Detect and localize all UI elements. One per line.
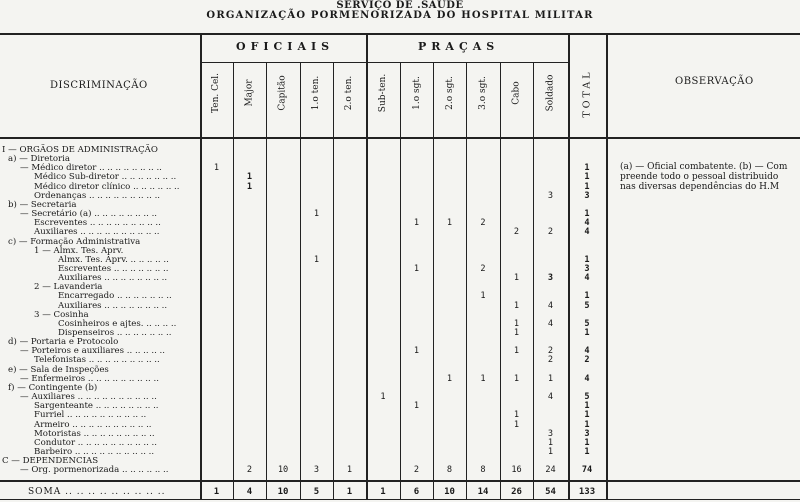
row-label: Almx. Tes. Aprv. .. .. .. .. ..: [58, 254, 169, 265]
table-row: [0, 411, 606, 420]
table-row: [0, 466, 606, 475]
row-label: Telefonistas .. .. .. .. .. .. .. .. ..: [34, 355, 160, 366]
row-label: Médico Sub-diretor .. .. .. .. .. .. ..: [34, 172, 177, 183]
row-label: c) — Formação Administrativa: [8, 236, 141, 247]
cell-value: 2: [413, 465, 420, 476]
rank-header-label: Capitão: [278, 75, 289, 111]
cell-value: 1: [547, 437, 554, 448]
row-label: a) — Diretoria: [8, 154, 70, 165]
rank-header-label: Soldado: [545, 74, 556, 112]
cell-value: 2: [246, 465, 253, 476]
cell-value: 4: [584, 346, 590, 357]
row-label: Auxiliares .. .. .. .. .. .. .. .. .. ..: [34, 227, 160, 238]
row-label: Motoristas .. .. .. .. .. .. .. .. ..: [34, 428, 155, 439]
cell-value: 2: [547, 355, 554, 366]
cell-value: 1: [313, 209, 320, 220]
cell-value: 4: [547, 318, 554, 329]
cell-value: 4: [584, 373, 590, 384]
row-label: — Auxiliares .. .. .. .. .. .. .. .. .. ..: [20, 392, 157, 403]
rank-header-9: [502, 58, 532, 128]
row-label: Dispenseiros .. .. .. .. .. .. ..: [58, 328, 172, 338]
document-title: ORGANIZAÇÃO PORMENORIZADA DO HOSPITAL MILITAR: [206, 10, 594, 21]
major-column-rule-3: [606, 33, 608, 500]
cell-value: 4: [547, 300, 554, 311]
cell-value: 3: [547, 190, 554, 201]
cell-value: 4: [547, 392, 554, 403]
rank-header-label: 1.o ten.: [311, 75, 322, 111]
cell-value: 2: [513, 227, 520, 238]
cell-value: 1: [584, 163, 590, 174]
cell-value: 1: [584, 446, 590, 457]
cell-value: 1: [513, 300, 520, 311]
cell-value: 1: [346, 465, 353, 476]
cell-value: 2: [584, 355, 590, 366]
observacao-header: OBSERVAÇÃO: [675, 76, 754, 87]
cell-value: 1: [513, 419, 520, 430]
cell-value: 16: [511, 465, 522, 476]
cell-value: 1: [513, 410, 520, 421]
cell-value: 1: [547, 373, 554, 384]
cell-value: 1: [480, 373, 486, 384]
cell-value: 1: [413, 346, 420, 357]
row-label: Armeiro .. .. .. .. .. .. .. .. .. ..: [34, 419, 152, 430]
row-label: Encarregado .. .. .. .. .. .. ..: [58, 291, 172, 302]
row-label: Escreventes .. .. .. .. .. .. ..: [58, 263, 169, 274]
soma-value: 1: [346, 487, 353, 497]
row-label: Furriel .. .. .. .. .. .. .. .. .. ..: [34, 410, 147, 421]
rank-header-10: [536, 58, 566, 128]
cell-value: 1: [584, 209, 590, 220]
row-label: — Porteiros e auxiliares .. .. .. .. ..: [20, 346, 166, 357]
cell-value: 3: [313, 465, 320, 476]
rank-header-label: 1.o sgt.: [411, 76, 422, 110]
cell-value: 2: [480, 218, 486, 229]
cell-value: 74: [581, 465, 593, 476]
cell-value: 4: [584, 273, 590, 284]
cell-value: 1: [584, 172, 590, 183]
rank-header-8: [468, 58, 498, 128]
row-label: I — ORGÃOS DE ADMINISTRAÇÃO: [2, 145, 158, 155]
soma-label: SOMA .. .. .. .. .. .. .. .. ..: [28, 487, 166, 497]
soma-value: 6: [413, 487, 420, 497]
soma-value: 1: [380, 487, 386, 497]
rank-header-3: [302, 58, 332, 128]
cell-value: 2: [547, 346, 554, 357]
rank-header-label: Sub-ten.: [378, 73, 388, 113]
cell-value: 1: [380, 392, 386, 403]
cell-value: 3: [584, 428, 590, 439]
rank-header-label: Ten. Cel.: [211, 72, 222, 114]
cell-value: 1: [584, 419, 590, 430]
row-label: 3 — Cosinha: [34, 309, 89, 320]
cell-value: 1: [584, 254, 590, 265]
oficiais-group-header: OFICIAIS: [236, 40, 335, 53]
soma-value: 26: [511, 487, 522, 497]
cell-value: 1: [584, 181, 590, 192]
cell-value: 1: [584, 401, 590, 412]
discriminacao-header: DISCRIMINAÇÃO: [50, 80, 148, 91]
row-label: f) — Contingente (b): [8, 382, 98, 393]
cell-value: 1: [446, 218, 453, 229]
row-label: Auxiliares .. .. .. .. .. .. .. ..: [58, 273, 168, 284]
soma-value: 14: [477, 487, 489, 497]
row-label: 1 — Almx. Tes. Aprv.: [34, 245, 124, 256]
cell-value: 1: [413, 401, 420, 412]
rank-header-label: Major: [244, 79, 255, 107]
cell-value: 1: [480, 291, 486, 302]
table-row: [0, 302, 606, 311]
cell-value: 4: [584, 218, 590, 229]
row-label: C — DEPENDENCIAS: [2, 456, 99, 467]
row-label: — Médico diretor .. .. .. .. .. .. .. ..: [20, 163, 162, 174]
table-row: [0, 146, 606, 155]
rank-header-label: TOTAL: [581, 68, 593, 118]
cell-value: 3: [547, 273, 554, 284]
cell-value: 1: [584, 437, 590, 448]
row-label: Ordenanças .. .. .. .. .. .. .. .. ..: [34, 190, 161, 201]
cell-value: 1: [246, 181, 253, 192]
rank-header-2: [268, 58, 298, 128]
rank-header-label: Cabo: [511, 81, 522, 105]
top-rule: [0, 33, 800, 35]
rank-header-label: 3.o sgt.: [478, 76, 489, 110]
row-label: e) — Sala de Inspeções: [8, 364, 109, 375]
cell-value: 5: [584, 300, 590, 311]
soma-value: 1: [213, 487, 220, 497]
cell-value: 1: [584, 291, 590, 302]
cell-value: 1: [547, 446, 554, 457]
cell-value: 1: [213, 163, 220, 174]
cell-value: 5: [584, 318, 590, 329]
cell-value: 3: [584, 263, 590, 274]
soma-value: 10: [444, 487, 455, 497]
row-label: Cosinheiros e ajtes. .. .. .. ..: [58, 318, 177, 329]
row-label: 2 — Lavanderia: [34, 282, 103, 293]
cell-value: 5: [584, 392, 590, 403]
rank-header-label: 2.o sgt.: [444, 76, 455, 110]
cell-value: 1: [513, 373, 520, 384]
cell-value: 4: [584, 227, 590, 238]
row-label: b) — Secretaria: [8, 199, 77, 210]
rank-header-6: [402, 58, 432, 128]
row-label: Sargenteante .. .. .. .. .. .. .. ..: [34, 401, 159, 412]
cell-value: 1: [313, 254, 320, 265]
soma-value: 133: [578, 487, 596, 497]
table-row: [0, 228, 606, 237]
service-heading: SERVIÇO DE .SAUDE: [336, 0, 464, 11]
observation-line: nas diversas dependências do H.M: [620, 182, 780, 192]
row-label: Barbeiro .. .. .. .. .. .. .. .. .. ..: [34, 446, 155, 457]
soma-value: 54: [545, 487, 556, 497]
cell-value: 1: [246, 172, 253, 183]
rank-header-11: [572, 58, 602, 128]
observation-line: preende todo o pessoal distribuido: [620, 172, 779, 182]
cell-value: 1: [513, 346, 520, 357]
row-label: Escreventes .. .. .. .. .. .. .. .. ..: [34, 218, 161, 229]
rank-header-4: [335, 58, 365, 128]
soma-value: 10: [277, 487, 289, 497]
cell-value: 24: [545, 465, 556, 476]
cell-value: 1: [413, 263, 420, 274]
cell-value: 3: [547, 428, 554, 439]
cell-value: 1: [513, 318, 520, 329]
cell-value: 3: [584, 190, 590, 201]
cell-value: 8: [480, 465, 486, 476]
row-label: — Secretário (a) .. .. .. .. .. .. .. ..: [20, 209, 158, 220]
table-row: [0, 192, 606, 201]
cell-value: 2: [547, 227, 554, 238]
rank-header-0: [202, 58, 232, 128]
cell-value: 8: [446, 465, 453, 476]
rank-header-7: [435, 58, 465, 128]
rank-header-5: [368, 58, 398, 128]
row-label: — Org. pormenorizada .. .. .. .. .. ..: [20, 465, 169, 476]
soma-value: 5: [313, 487, 320, 497]
rank-header-label: 2.o ten.: [344, 75, 355, 111]
soma-value: 4: [246, 487, 253, 497]
pracas-group-header: PRAÇAS: [418, 40, 500, 53]
row-label: Auxiliares .. .. .. .. .. .. .. ..: [58, 300, 168, 311]
cell-value: 1: [584, 410, 590, 421]
cell-value: 10: [277, 465, 289, 476]
cell-value: 1: [446, 373, 453, 384]
cell-value: 1: [413, 218, 420, 229]
row-label: Condutor .. .. .. .. .. .. .. .. .. ..: [34, 437, 158, 448]
row-label: d) — Portaria e Protocolo: [8, 337, 119, 348]
cell-value: 1: [513, 328, 520, 338]
rank-header-1: [235, 58, 265, 128]
cell-value: 2: [480, 263, 486, 274]
cell-value: 1: [584, 328, 590, 338]
row-label: — Enfermeiros .. .. .. .. .. .. .. .. ..: [20, 373, 159, 384]
row-label: Médico diretor clínico .. .. .. .. .. ..: [34, 181, 180, 192]
cell-value: 1: [513, 273, 520, 284]
observation-line: (a) — Oficial combatente. (b) — Com: [620, 162, 788, 172]
